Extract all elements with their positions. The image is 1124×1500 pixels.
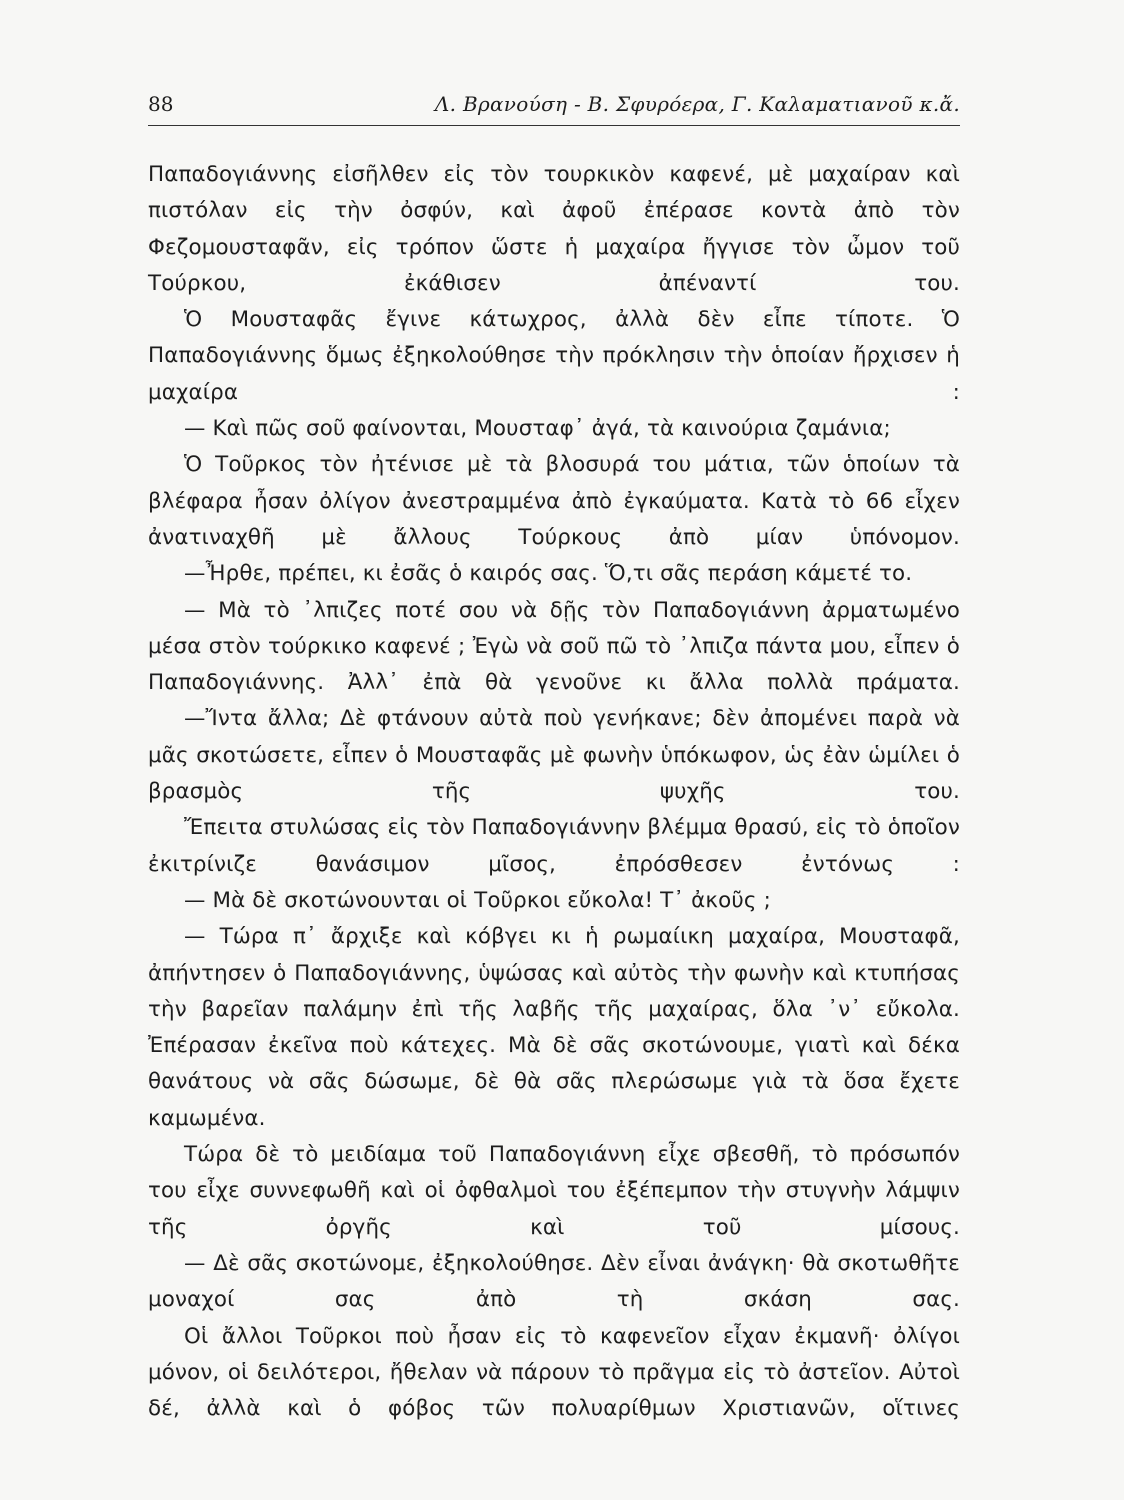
paragraph: Τώρα δὲ τὸ μειδίαμα τοῦ Παπαδογιάννη εἶχε σβεσθῆ, τὸ πρόσωπόν του εἶχε συννεφωθῆ καὶ οἱ ὀφθαλμοὶ του ἐξέπεμπον τὴν στυγνὴν λάμψιν τῆς ὀργῆς καὶ τοῦ μίσους. [148,1142,960,1240]
paragraph: Ὁ Τοῦρκος τὸν ἠτένισε μὲ τὰ βλοσυρά του μάτια, τῶν ὁποίων τὰ βλέφαρα ἦσαν ὀλίγον ἀνεστραμμένα ἀπὸ ἐγκαύματα. Κατὰ τὸ 66 εἶχεν ἀνατιναχθῆ μὲ ἄλλους Τούρκους ἀπὸ μίαν ὑπόνομον. [148,452,960,550]
dialogue-line: —Ἴντα ἄλλα; Δὲ φτάνουν αὐτὰ ποὺ γενήκανε; δὲν ἀπομένει παρὰ νὰ μᾶς σκοτώσετε, εἶπεν ὁ Μουσταφᾶς μὲ φωνὴν ὑπόκωφον, ὡς ἐὰν ὡμίλει ὁ βρασμὸς τῆς ψυχῆς του. [148,706,960,805]
paragraph: Παπαδογιάννης εἰσῆλθεν εἰς τὸν τουρκικὸν καφενέ, μὲ μαχαίραν καὶ πιστόλαν εἰς τὴν ὀσφύν, καὶ ἀφοῦ ἐπέρασε κοντὰ ἀπὸ τὸν Φεζομουσταφᾶν, εἰς τρόπον ὥστε ἡ μαχαίρα ἤγγισε τὸν ὦμον τοῦ Τούρκου, ἐκάθισεν ἀπέναντί του. [148,162,960,296]
dialogue-line: — Τώρα π᾽ ἄρχιξε καὶ κόβγει κι ἡ ρωμαίικη μαχαίρα, Μουσταφᾶ, ἀπήντησεν ὁ Παπαδογιάννης, ὑψώσας καὶ αὐτὸς τὴν φωνὴν καὶ κτυπήσας τὴν βαρεῖαν παλάμην ἐπὶ τῆς λαβῆς τῆς μαχαίρας, ὅλα ᾽ν᾽ εὔκολα. Ἐπέρασαν ἐκεῖνα ποὺ κάτεχες. Μὰ δὲ σᾶς σκοτώνουμε, γιατὶ καὶ δέκα θανάτους νὰ σᾶς δώσωμε, δὲ θὰ σᾶς πλερώσωμε γιὰ τὰ ὅσα ἔχετε καμωμένα. [148,924,960,1131]
header-rule [148,125,960,126]
running-head-authors: Λ. Βρανούση - Β. Σφυρόερα, Γ. Καλαματιανοῦ κ.ἄ. [434,92,960,116]
dialogue-line: — Μὰ δὲ σκοτώνουνται οἱ Τοῦρκοι εὔκολα! Τ᾽ ἀκοῦς ; [184,887,771,913]
paragraph: Ὁ Μουσταφᾶς ἔγινε κάτωχρος, ἀλλὰ δὲν εἶπε τίποτε. Ὁ Παπαδογιάννης ὅμως ἐξηκολούθησε τὴν πρόκλησιν τὴν ὁποίαν ἤρχισεν ἡ μαχαίρα : [148,307,960,405]
dialogue-line: — Καὶ πῶς σοῦ φαίνονται, Μουσταφ᾽ ἀγά, τὰ καινούρια ζαμάνια; [184,416,891,442]
running-head [148,90,960,124]
body-text [148,157,960,1427]
dialogue-line: —Ἦρθε, πρέπει, κι ἐσᾶς ὁ καιρός σας. Ὅ,τι σᾶς περάση κάμετέ το. [184,561,913,587]
paragraph: Ἔπειτα στυλώσας εἰς τὸν Παπαδογιάννην βλέμμα θρασύ, εἰς τὸ ὁποῖον ἐκιτρίνιζε θανάσιμον μῖσος, ἐπρόσθεσεν ἐντόνως : [148,815,960,877]
paragraph: Οἱ ἄλλοι Τοῦρκοι ποὺ ἦσαν εἰς τὸ καφενεῖον εἶχαν ἐκμανῆ· ὀλίγοι μόνον, οἱ δειλότεροι, ἤθελαν νὰ πάρουν τὸ πρᾶγμα εἰς τὸ ἀστεῖον. Αὐτοὶ δέ, ἀλλὰ καὶ ὁ φόβος τῶν πολυαρίθμων Χριστιανῶν, οἵτινες [148,1323,960,1422]
page-number: 88 [148,92,174,116]
dialogue-line: — Μὰ τὸ ᾽λπιζες ποτέ σου νὰ δῇς τὸν Παπαδογιάννη ἀρματωμένο μέσα στὸν τούρκικο καφενέ ; Ἐγὼ νὰ σοῦ πῶ τὸ ᾽λπιζα πάντα μου, εἶπεν ὁ Παπαδογιάννης. Ἀλλ᾽ ἐπὰ θὰ γενοῦνε κι ἄλλα πολλὰ πράματα. [148,597,960,696]
dialogue-line: — Δὲ σᾶς σκοτώνομε, ἐξηκολούθησε. Δὲν εἶναι ἀνάγκη· θὰ σκοτωθῆτε μοναχοί σας ἀπὸ τὴ σκάση σας. [148,1250,960,1313]
